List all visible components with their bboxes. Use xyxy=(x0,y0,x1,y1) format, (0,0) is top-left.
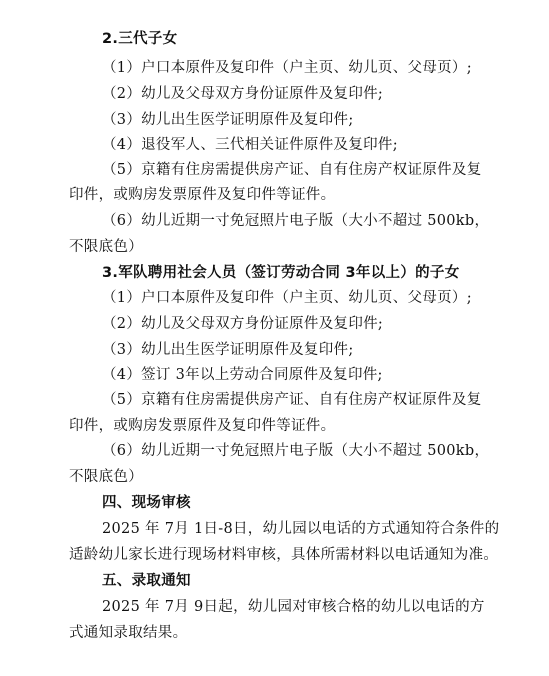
section-3-item-4: （4）签订 3年以上劳动合同原件及复印件; xyxy=(102,367,383,383)
section-3-item-5-continued: 印件，或购房发票原件及复印件等证件。 xyxy=(69,418,336,434)
section-2-item-5-continued: 印件，或购房发票原件及复印件等证件。 xyxy=(69,187,336,203)
section-5-paragraph-line-2: 式通知录取结果。 xyxy=(69,625,188,641)
section-3-item-1: （1）户口本原件及复印件（户主页、幼儿页、父母页）; xyxy=(102,290,472,306)
section-3-item-3: （3）幼儿出生医学证明原件及复印件; xyxy=(102,342,354,358)
section-2-item-5: （5）京籍有住房需提供房产证、自有住房产权证原件及复 xyxy=(102,162,482,178)
section-2-item-3: （3）幼儿出生医学证明原件及复印件; xyxy=(102,112,354,128)
section-2-heading: 2.三代子女 xyxy=(102,31,178,47)
section-4-paragraph-line-2: 适龄幼儿家长进行现场材料审核，具体所需材料以电话通知为准。 xyxy=(69,547,499,563)
section-3-item-6: （6）幼儿近期一寸免冠照片电子版（大小不超过 500kb， xyxy=(102,443,490,459)
section-2-item-2: （2）幼儿及父母双方身份证原件及复印件; xyxy=(102,86,384,102)
section-3-item-6-continued: 不限底色） xyxy=(69,469,143,485)
section-4-heading: 四、现场审核 xyxy=(102,495,191,511)
section-2-item-6: （6）幼儿近期一寸免冠照片电子版（大小不超过 500kb， xyxy=(102,213,490,229)
section-3-item-5: （5）京籍有住房需提供房产证、自有住房产权证原件及复 xyxy=(102,392,482,408)
section-2-item-4: （4）退役军人、三代相关证件原件及复印件; xyxy=(102,137,398,153)
section-2-item-1: （1）户口本原件及复印件（户主页、幼儿页、父母页）; xyxy=(102,60,472,76)
section-4-paragraph-line-1: 2025 年 7月 1日-8日，幼儿园以电话的方式通知符合条件的 xyxy=(102,521,500,537)
section-5-paragraph-line-1: 2025 年 7月 9日起，幼儿园对审核合格的幼儿以电话的方 xyxy=(102,599,485,615)
section-3-item-2: （2）幼儿及父母双方身份证原件及复印件; xyxy=(102,316,384,332)
section-3-heading: 3.军队聘用社会人员（签订劳动合同 3年以上）的子女 xyxy=(102,265,460,281)
section-2-item-6-continued: 不限底色） xyxy=(69,239,143,255)
section-5-heading: 五、录取通知 xyxy=(102,573,191,589)
